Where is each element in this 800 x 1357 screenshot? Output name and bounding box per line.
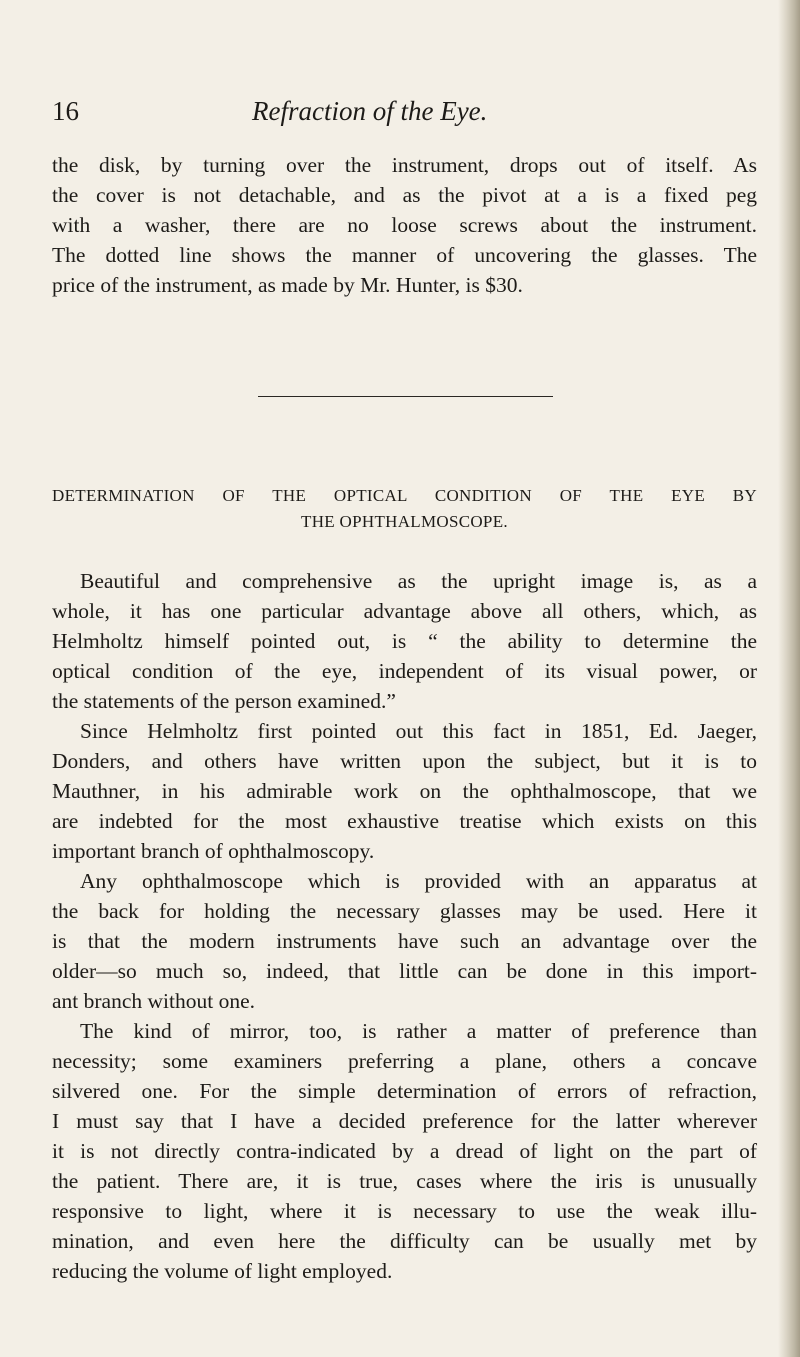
text-line: the patient. There are, it is true, cases where the iris is unusually	[52, 1169, 757, 1193]
text-line: whole, it has one particular advantage above all others, which, as	[52, 599, 757, 623]
text-line: ant branch without one.	[52, 989, 256, 1013]
text-line: important branch of ophthalmoscopy.	[52, 839, 375, 863]
text-line: reducing the volume of light employed.	[52, 1259, 393, 1283]
text-line: the back for holding the necessary glasses may be used. Here it	[52, 899, 757, 923]
text-line: mination, and even here the difficulty can be usually met by	[52, 1229, 757, 1253]
text-line: price of the instrument, as made by Mr. Hunter, is $30.	[52, 273, 523, 297]
text-line: The dotted line shows the manner of uncovering the glasses. The	[52, 243, 757, 267]
text-line: the disk, by turning over the instrument, drops out of itself. As	[52, 153, 757, 177]
paragraph-3	[52, 716, 757, 866]
text-line: I must say that I have a decided preference for the latter wherever	[52, 1109, 757, 1133]
text-line: are indebted for the most exhaustive treatise which exists on this	[52, 809, 757, 833]
page-edge-shadow	[778, 0, 800, 1357]
section-divider	[258, 396, 553, 397]
text-line: older—so much so, indeed, that little can be done in this import-	[52, 959, 757, 983]
running-title: Refraction of the Eye.	[252, 96, 488, 126]
page-number: 16	[52, 96, 79, 126]
section-heading	[52, 483, 757, 535]
text-line: necessity; some examiners preferring a plane, others a concave	[52, 1049, 757, 1073]
paragraph-2	[52, 566, 757, 716]
text-line: optical condition of the eye, independent of its visual power, or	[52, 659, 757, 683]
heading-line: THE OPHTHALMOSCOPE.	[301, 512, 508, 531]
text-line: Helmholtz himself pointed out, is “ the ability to determine the	[52, 629, 757, 653]
text-line: the cover is not detachable, and as the pivot at a is a fixed peg	[52, 183, 757, 207]
paragraph-5	[52, 1016, 757, 1286]
page-header	[52, 96, 752, 136]
heading-line: DETERMINATION OF THE OPTICAL CONDITION OF THE EYE BY	[52, 486, 757, 505]
text-line: with a washer, there are no loose screws about the instrument.	[52, 213, 757, 237]
text-line: is that the modern instruments have such an advantage over the	[52, 929, 757, 953]
text-line: Any ophthalmoscope which is provided with an apparatus at	[80, 869, 757, 893]
text-line: silvered one. For the simple determination of errors of refraction,	[52, 1079, 757, 1103]
text-line: the statements of the person examined.”	[52, 689, 396, 713]
paragraph-4	[52, 866, 757, 1016]
text-line: Beautiful and comprehensive as the upright image is, as a	[80, 569, 757, 593]
text-line: Mauthner, in his admirable work on the ophthalmoscope, that we	[52, 779, 757, 803]
text-line: Since Helmholtz first pointed out this fact in 1851, Ed. Jaeger,	[80, 719, 757, 743]
paragraph-1	[52, 150, 757, 300]
text-line: The kind of mirror, too, is rather a matter of preference than	[80, 1019, 757, 1043]
text-line: it is not directly contra-indicated by a dread of light on the part of	[52, 1139, 757, 1163]
text-line: responsive to light, where it is necessary to use the weak illu-	[52, 1199, 757, 1223]
text-line: Donders, and others have written upon the subject, but it is to	[52, 749, 757, 773]
